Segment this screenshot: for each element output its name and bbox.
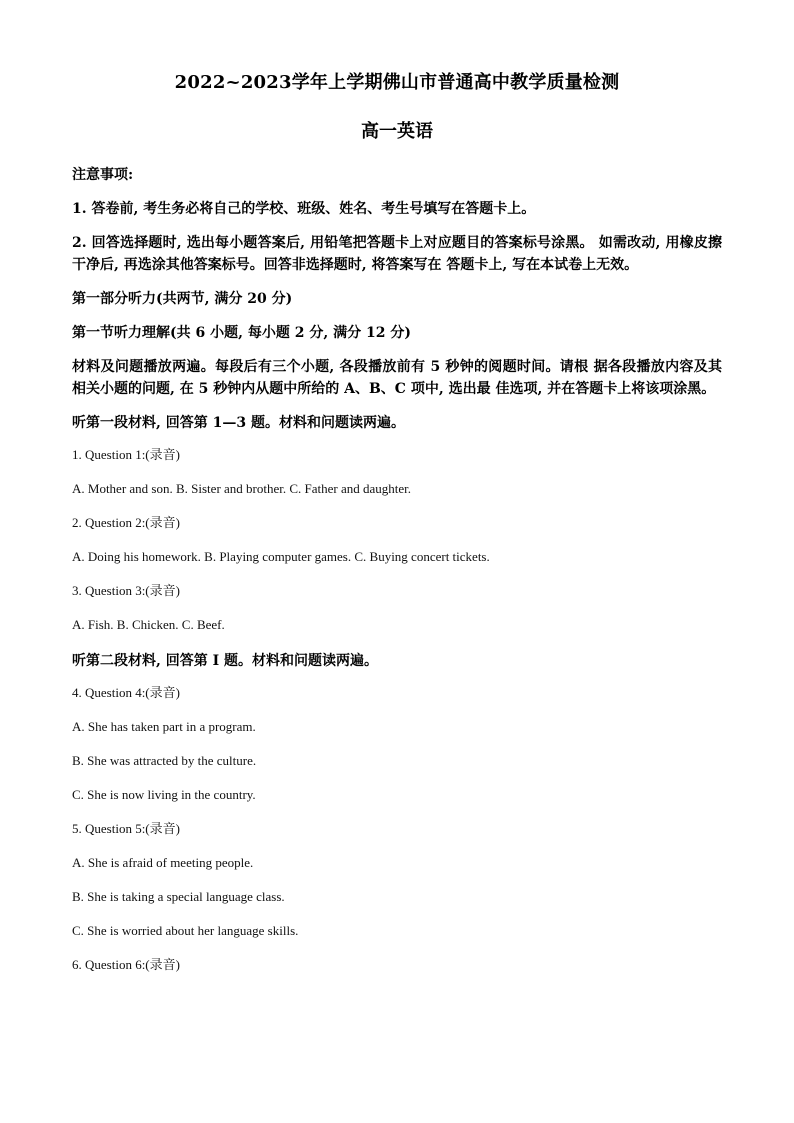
segment2-heading: 听第二段材料, 回答第 I 题。材料和问题读两遍。 — [72, 653, 379, 669]
part1-heading: 第一部分听力(共两节, 满分 20 分) — [72, 291, 293, 307]
question-5-option-a: A. She is afraid of meeting people. — [72, 855, 254, 870]
question-4-option-c: C. She is now living in the country. — [72, 787, 256, 802]
notes-heading: 注意事项: — [72, 167, 134, 183]
question-1: 1. Question 1:(录音) — [72, 447, 180, 462]
question-3-options: A. Fish. B. Chicken. C. Beef. — [72, 617, 225, 632]
note-item-1: 1. 答卷前, 考生务必将自己的学校、班级、姓名、考生号填写在答题卡上。 — [72, 201, 536, 217]
question-3: 3. Question 3:(录音) — [72, 583, 180, 598]
question-5-option-b: B. She is taking a special language class. — [72, 889, 285, 904]
question-4-option-b: B. She was attracted by the culture. — [72, 753, 257, 768]
question-5-option-c: C. She is worried about her language skills. — [72, 923, 299, 938]
exam-page — [72, 68, 722, 990]
section1-heading: 第一节听力理解(共 6 小题, 每小题 2 分, 满分 12 分) — [72, 325, 411, 341]
exam-title: 2022~2023学年上学期佛山市普通高中教学质量检测 — [174, 72, 620, 93]
segment1-heading: 听第一段材料, 回答第 1—3 题。材料和问题读两遍。 — [72, 415, 405, 431]
question-4-option-a: A. She has taken part in a program. — [72, 719, 256, 734]
note-item-2: 2. 回答选择题时, 选出每小题答案后, 用铅笔把答题卡上对应题目的答案标号涂黑。 如需改动, 用橡皮擦干净后, 再选涂其他答案标号。回答非选择题时, 将答案写在 答题卡上, 写在本试卷上无效。 — [72, 235, 722, 273]
question-1-options: A. Mother and son. B. Sister and brother. C. Father and daughter. — [72, 481, 412, 496]
question-6: 6. Question 6:(录音) — [72, 957, 180, 972]
listening-instructions: 材料及问题播放两遍。每段后有三个小题, 各段播放前有 5 秒钟的阅题时间。请根 据各段播放内容及其相关小题的问题, 在 5 秒钟内从题中所给的 A、B、C 项中, 选出最 佳选项, 并在答题卡上将该项涂黑。 — [72, 359, 722, 397]
question-4: 4. Question 4:(录音) — [72, 685, 180, 700]
question-5: 5. Question 5:(录音) — [72, 821, 180, 836]
question-2-options: A. Doing his homework. B. Playing computer games. C. Buying concert tickets. — [72, 549, 490, 564]
question-2: 2. Question 2:(录音) — [72, 515, 180, 530]
subject-title: 高一英语 — [361, 121, 433, 142]
